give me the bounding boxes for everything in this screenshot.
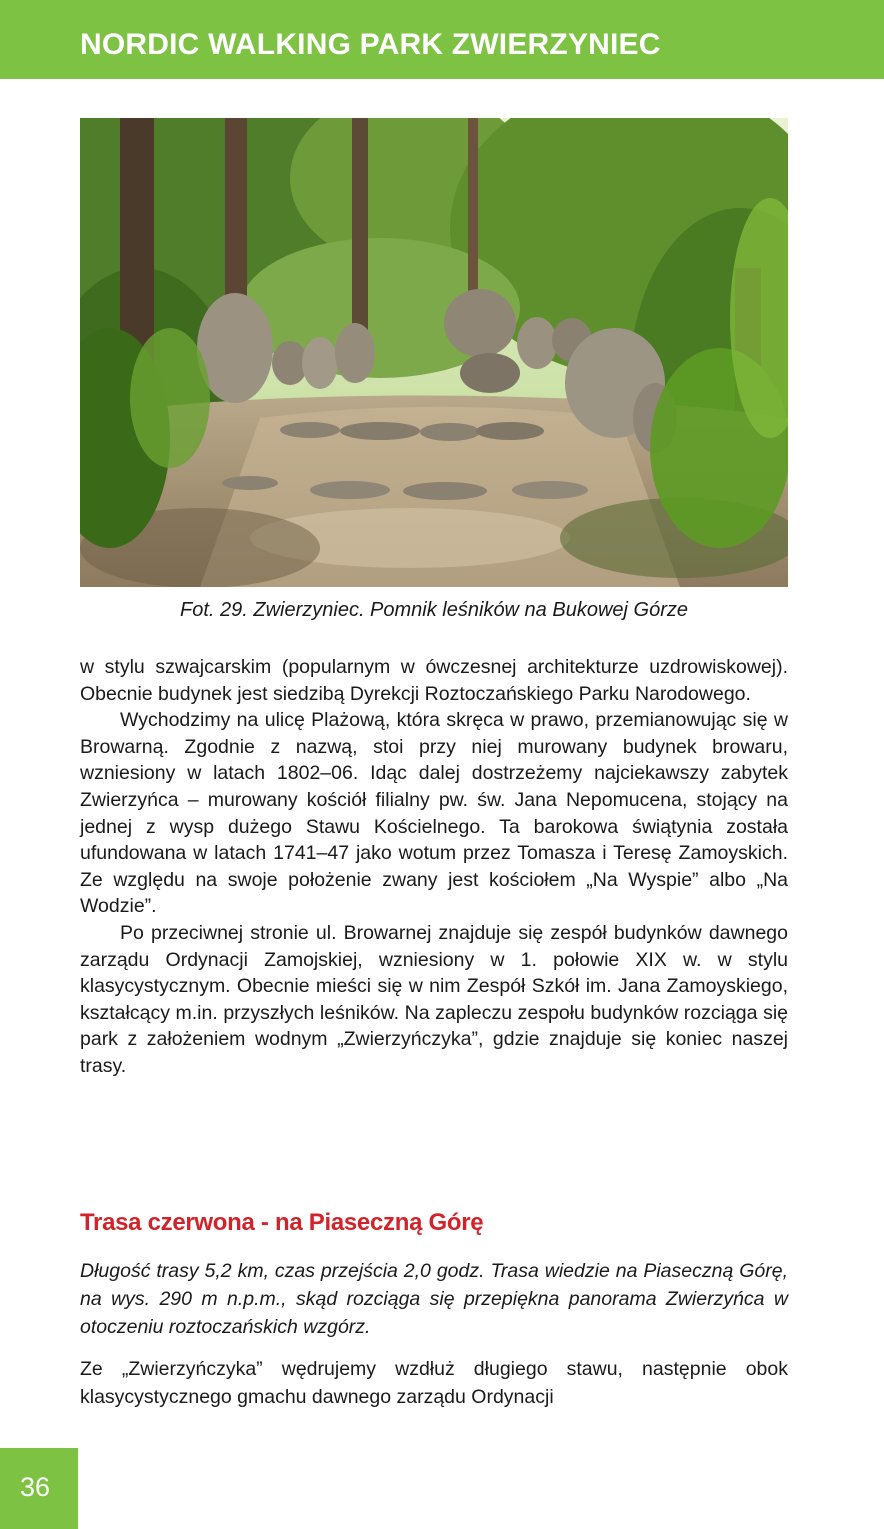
body-text	[80, 654, 788, 1080]
paragraph: Po przeciwnej stronie ul. Browarnej znajduje się zespół budynków dawnego zarządu Ordynacji Zamojskiej, wzniesiony w 1. połowie XIX w. w stylu klasycystycznym. Obecnie mieści się w nim Zespół Szkół im. Jana Zamoyskiego, kształcący m.in. przyszłych leśników. Na zapleczu zespołu budynków rozciąga się park z założeniem wodnym „Zwierzyńczyka”, gdzie znajduje się koniec naszej trasy.	[80, 921, 788, 1077]
paragraph: w stylu szwajcarskim (popularnym w ówczesnej architekturze uzdrowiskowej). Obecnie budynek jest siedzibą Dyrekcji Roztoczańskiego Parku Narodowego.	[80, 656, 788, 705]
forest-monument-photo	[80, 118, 788, 587]
route-description: Długość trasy 5,2 km, czas przejścia 2,0 godz. Trasa wiedzie na Piaseczną Górę, na wys. 290 m n.p.m., skąd rozciąga się przepiękna panorama Zwierzyńca w otoczeniu roztoczańskich wzgórz.	[80, 1260, 788, 1338]
page-number: 36	[19, 1472, 51, 1502]
page-number-box	[0, 1448, 78, 1529]
page-header-title: NORDIC WALKING PARK ZWIERZYNIEC	[80, 28, 661, 61]
header-bar	[0, 0, 884, 79]
photo-caption: Fot. 29. Zwierzyniec. Pomnik leśników na Bukowej Górze	[180, 599, 688, 621]
section-heading: Trasa czerwona - na Piaseczną Górę	[80, 1209, 484, 1236]
route-text: Ze „Zwierzyńczyka” wędrujemy wzdłuż długiego stawu, następnie obok klasycystycznego gmachu dawnego zarządu Ordynacji	[80, 1358, 788, 1408]
paragraph: Wychodzimy na ulicę Plażową, która skręca w prawo, przemianowując się w Browarną. Zgodnie z nazwą, stoi przy niej murowany budynek browaru, wzniesiony w latach 1802–06. Idąc dalej dostrzeżemy najciekawszy zabytek Zwierzyńca – murowany kościół filialny pw. św. Jana Nepomucena, stojący na jednej z wysp dużego Stawu Kościelnego. Ta barokowa świątynia została ufundowana w latach 1741–47 jako wotum przez Tomasza i Teresę Zamoyskich. Ze względu na swoje położenie zwany jest kościołem „Na Wyspie” albo „Na Wodzie”.	[80, 709, 788, 918]
